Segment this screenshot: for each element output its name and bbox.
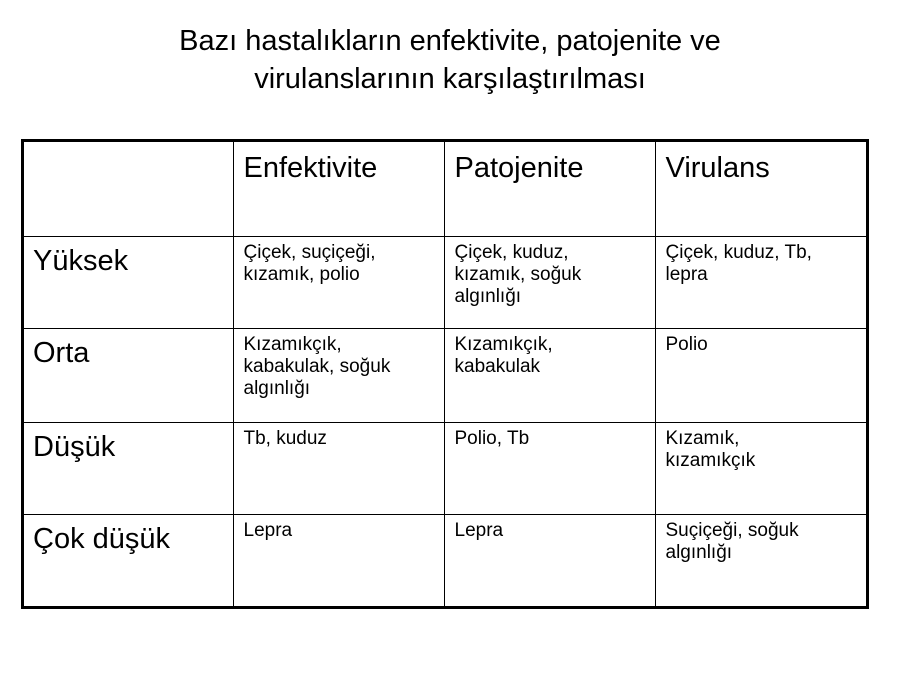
comparison-table [24,142,866,609]
title-line-2: virulanslarının karşılaştırılması [254,63,646,95]
table-cell: Kızamık, kızamıkçık [655,422,866,514]
comparison-table-container [21,139,869,609]
table-cell: Tb, kuduz [233,422,444,514]
table-row [24,514,866,609]
table-cell: Polio, Tb [444,422,655,514]
column-header-enfektivite: Enfektivite [233,142,444,236]
table-cell: Çiçek, kuduz, kızamık, soğuk algınlığı [444,236,655,328]
table-cell: Kızamıkçık, kabakulak [444,328,655,422]
column-header-empty [24,142,233,236]
table-cell: Polio [655,328,866,422]
row-header-dusuk: Düşük [24,422,233,514]
table-row [24,236,866,328]
row-header-cok-dusuk: Çok düşük [24,514,233,609]
table-header-row [24,142,866,236]
table-cell: Çiçek, kuduz, Tb, lepra [655,236,866,328]
table-row [24,328,866,422]
column-header-virulans: Virulans [655,142,866,236]
title-line-1: Bazı hastalıkların enfektivite, patojenite ve [179,25,721,57]
table-row [24,422,866,514]
table-cell: Lepra [444,514,655,609]
table-cell: Suçiçeği, soğuk algınlığı [655,514,866,609]
table-cell: Lepra [233,514,444,609]
row-header-yuksek: Yüksek [24,236,233,328]
row-header-orta: Orta [24,328,233,422]
table-cell: Çiçek, suçiçeği, kızamık, polio [233,236,444,328]
column-header-patojenite: Patojenite [444,142,655,236]
table-cell: Kızamıkçık, kabakulak, soğuk algınlığı [233,328,444,422]
slide-title [0,22,900,98]
